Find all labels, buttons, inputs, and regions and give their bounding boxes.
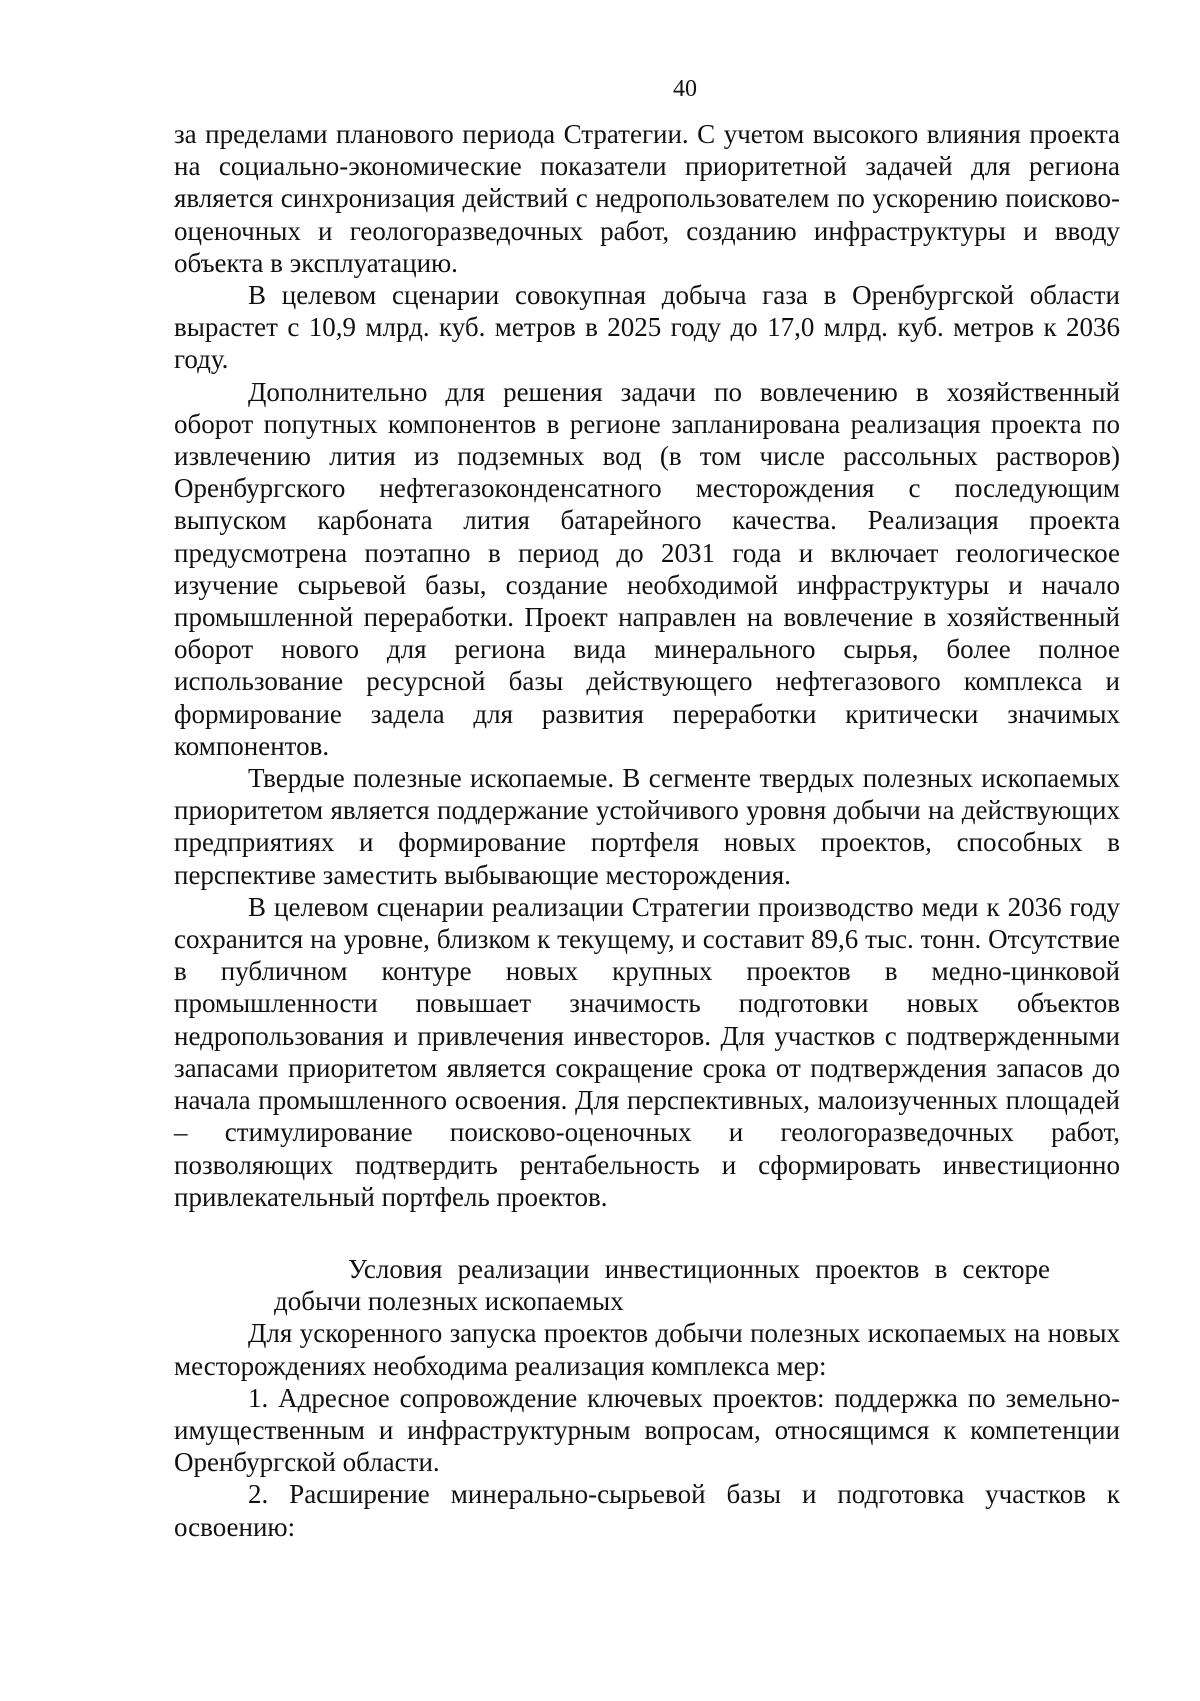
page-number: 40 (673, 76, 697, 102)
list-item-2: 2. Расширение минерально-сырьевой базы и подготовка участков к освоению: (174, 1479, 1120, 1542)
section-heading: Условия реализации инвестиционных проектов в секторе добычи полезных ископаемых (274, 1253, 1050, 1317)
section-spacer (174, 1213, 1120, 1253)
paragraph-continuation: за пределами планового периода Стратегии. С учетом высокого влияния проекта на социально-экономические показатели приоритетной задачей для региона является синхронизация действий с недропользователем по ускорению поисково-оценочных и геологоразведочных работ, созданию инфраструктуры и вводу объекта в эксплуатацию. (174, 119, 1120, 278)
document-body (174, 118, 1120, 1543)
paragraph-solid-minerals: Твердые полезные ископаемые. В сегменте твердых полезных ископаемых приоритетом является поддержание устойчивого уровня добычи на действующих предприятиях и формирование портфеля новых проектов, способных в перспективе заместить выбывающие месторождения. (174, 763, 1120, 890)
paragraph-copper-production: В целевом сценарии реализации Стратегии производство меди к 2036 году сохранится на уровне, близком к текущему, и составит 89,6 тыс. тонн. Отсутствие в публичном контуре новых крупных проектов в медно-цинковой промышленности повышает значимость подготовки новых объектов недропользования и привлечения инвесторов. Для участков с подтвержденными запасами приоритетом является сокращение срока от подтверждения запасов до начала промышленного освоения. Для перспективных, малоизученных площадей – стимулирование поисково-оценочных и геологоразведочных работ, позволяющих подтвердить рентабельность и сформировать инвестиционно привлекательный портфель проектов. (174, 891, 1120, 1212)
paragraph-lithium-project: Дополнительно для решения задачи по вовлечению в хозяйственный оборот попутных компонентов в регионе запланирована реализация проекта по извлечению лития из подземных вод (в том числе рассольных растворов) Оренбургского нефтегазоконденсатного месторождения с последующим выпуском карбоната лития батарейного качества. Реализация проекта предусмотрена поэтапно в период до 2031 года и включает геологическое изучение сырьевой базы, создание необходимой инфраструктуры и начало промышленной переработки. Проект направлен на вовлечение в хозяйственный оборот нового для региона вида минерального сырья, более полное использование ресурсной базы действующего нефтегазового комплекса и формирование задела для развития переработки критически значимых компонентов. (174, 376, 1120, 761)
paragraph-gas-production: В целевом сценарии совокупная добыча газа в Оренбургской области вырастет с 10,9 млрд. куб. метров в 2025 году до 17,0 млрд. куб. метров к 2036 году. (174, 280, 1120, 375)
section-intro: Для ускоренного запуска проектов добычи полезных ископаемых на новых месторождениях необходима реализация комплекса мер: (174, 1318, 1120, 1381)
list-item-1: 1. Адресное сопровождение ключевых проектов: поддержка по земельно-имущественным и инфраструктурным вопросам, относящимся к компетенции Оренбургской области. (174, 1382, 1120, 1478)
